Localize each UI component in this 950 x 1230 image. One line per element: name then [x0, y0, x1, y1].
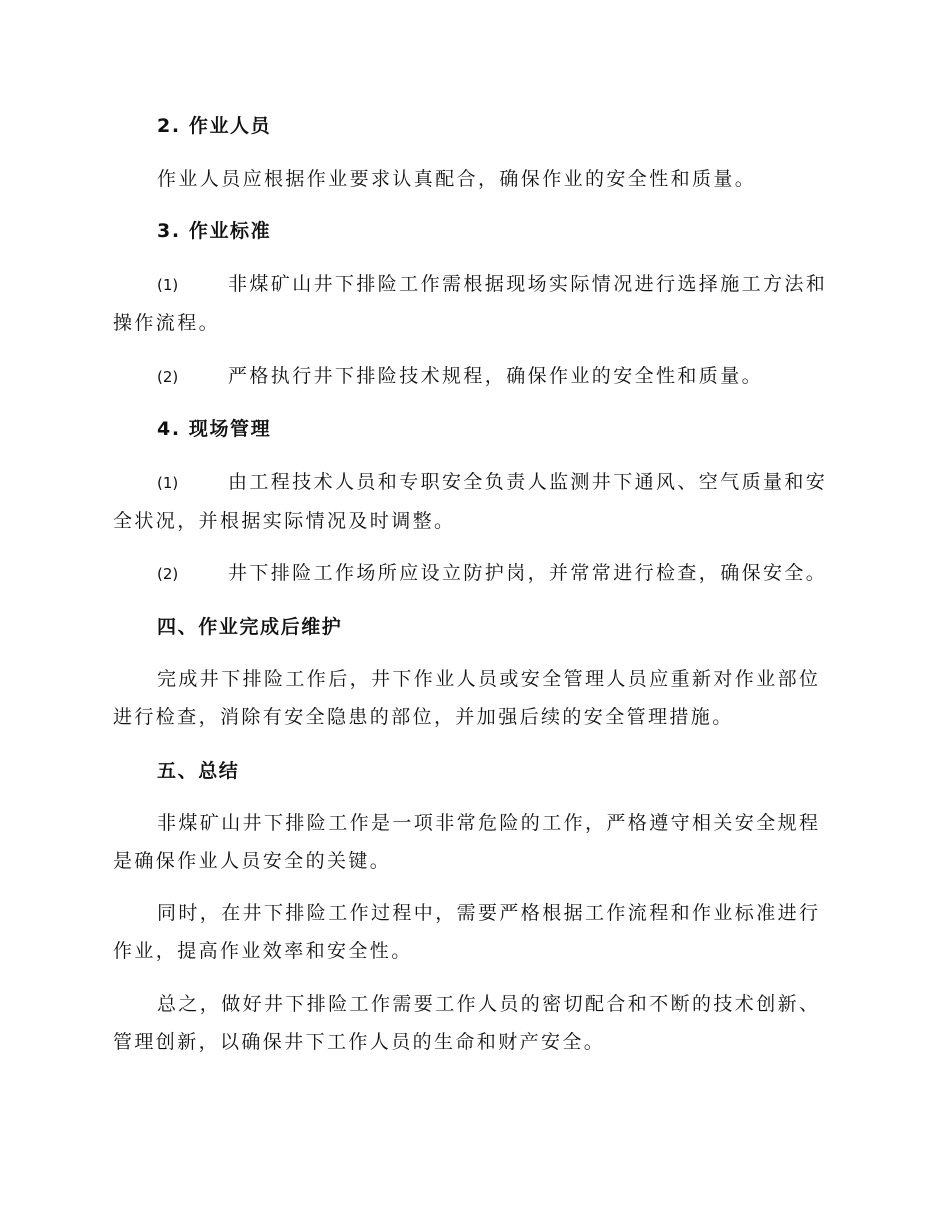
list-number: (2) [157, 565, 179, 583]
paragraph-personnel: 作业人员应根据作业要求认真配合，确保作业的安全性和质量。 [157, 168, 757, 190]
list-number: (2) [157, 368, 179, 386]
list-item-site-2 [113, 554, 833, 593]
list-item-site-1 [113, 463, 833, 540]
paragraph-maintenance: 完成井下排险工作后，井下作业人员或安全管理人员应重新对作业部位进行检查，消除有安全隐患的部位，并加强后续的安全管理措施。 [113, 668, 821, 728]
section-heading-4: 4. 现场管理 [157, 418, 272, 440]
list-item-standard-2 [113, 357, 833, 396]
list-text: 非煤矿山井下排险工作需根据现场实际情况进行选择施工方法和操作流程。 [113, 273, 828, 334]
list-text: 井下排险工作场所应设立防护岗，并常常进行检查，确保安全。 [228, 562, 828, 584]
paragraph-summary-1: 非煤矿山井下排险工作是一项非常危险的工作，严格遵守相关安全规程是确保作业人员安全的关键。 [113, 812, 821, 872]
section-heading-five: 五、总结 [157, 760, 240, 782]
section-heading-3: 3. 作业标准 [157, 220, 272, 242]
list-number: (1) [157, 276, 179, 294]
paragraph-summary-3: 总之，做好井下排险工作需要工作人员的密切配合和不断的技术创新、管理创新，以确保井下工作人员的生命和财产安全。 [113, 993, 821, 1053]
list-text: 由工程技术人员和专职安全负责人监测井下通风、空气质量和安全状况，并根据实际情况及时调整。 [113, 471, 828, 532]
list-item-standard-1 [113, 265, 833, 342]
list-number: (1) [157, 474, 179, 492]
section-heading-four: 四、作业完成后维护 [157, 616, 343, 638]
section-heading-2: 2. 作业人员 [157, 115, 272, 137]
paragraph-summary-2: 同时，在井下排险工作过程中，需要严格根据工作流程和作业标准进行作业，提高作业效率和安全性。 [113, 902, 821, 962]
list-text: 严格执行井下排险技术规程，确保作业的安全性和质量。 [228, 365, 764, 387]
